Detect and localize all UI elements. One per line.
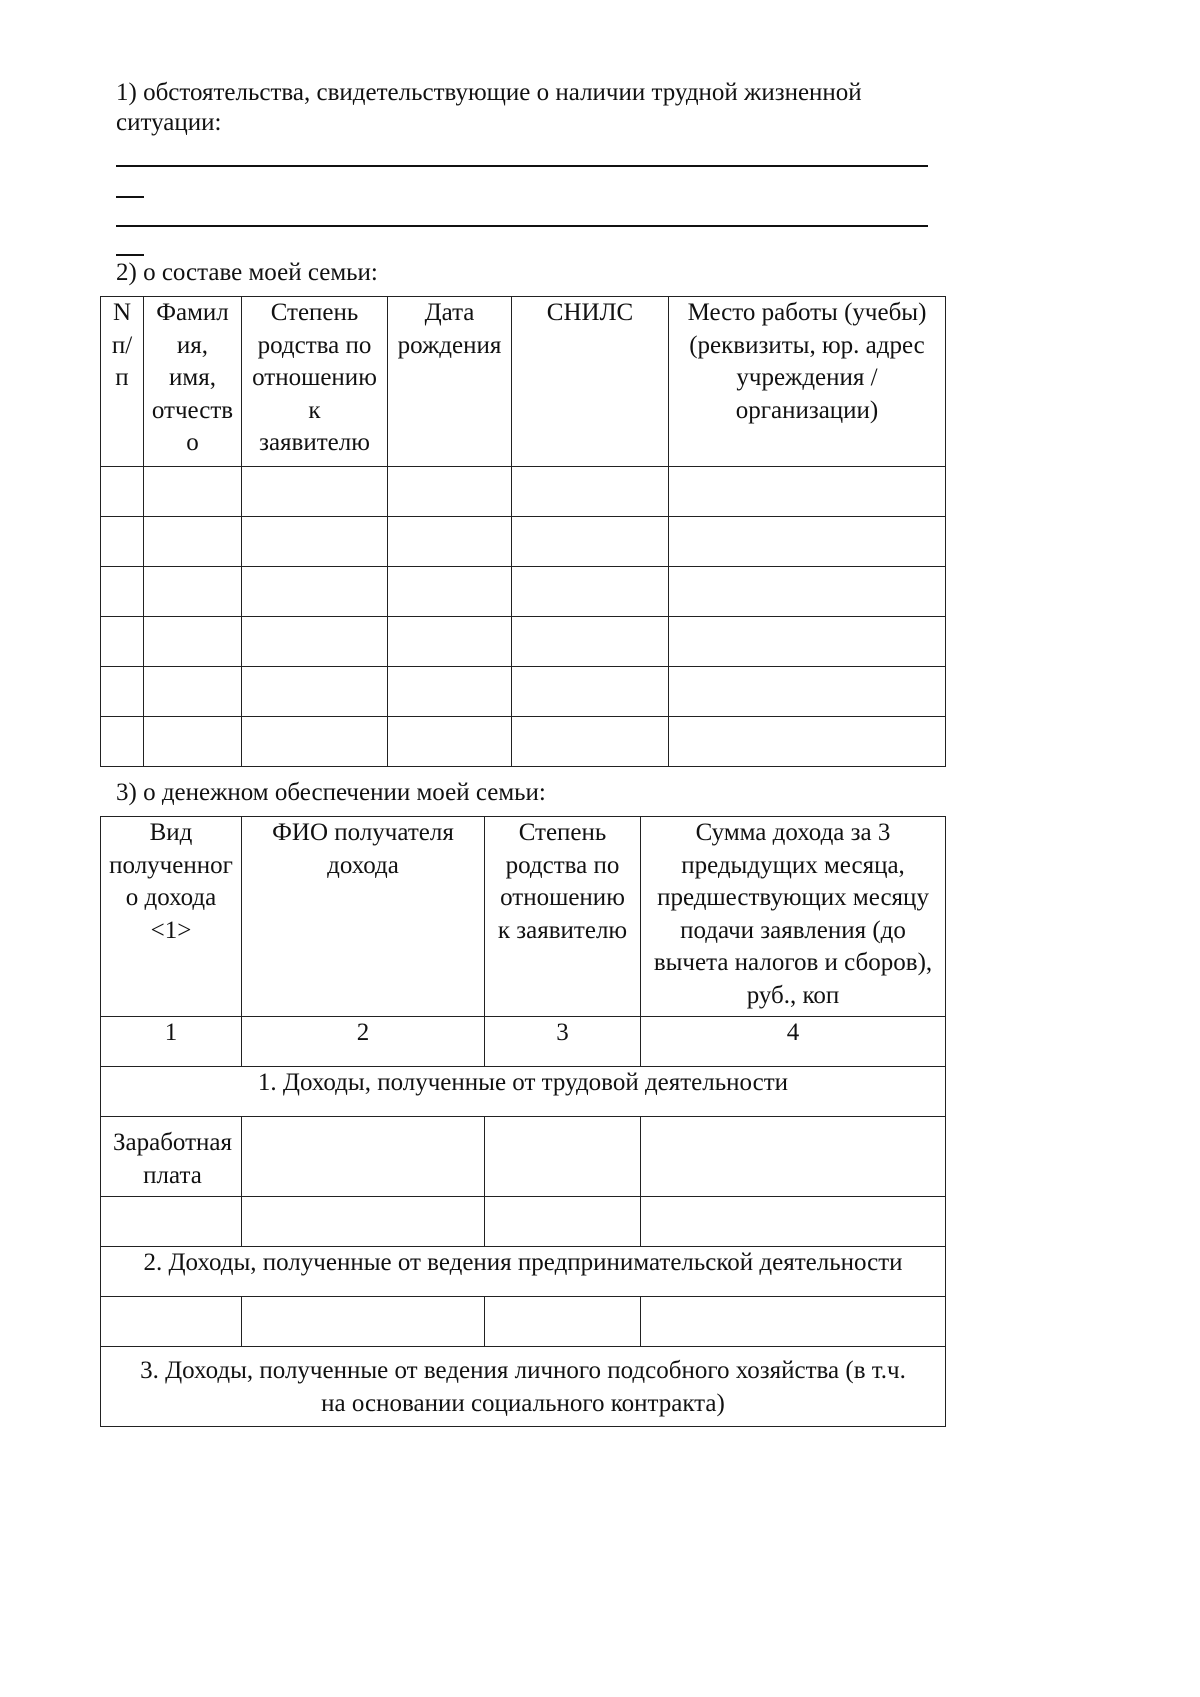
table-cell[interactable] — [388, 567, 512, 617]
income-table — [100, 816, 946, 1427]
table-cell[interactable] — [144, 617, 242, 667]
income-group-3-title: 3. Доходы, полученные от ведения личного подсобного хозяйства (в т.ч. на основании социального контракта) — [101, 1347, 946, 1427]
column-number: 1 — [101, 1017, 242, 1067]
family-header-workplace: Место работы (учебы) (реквизиты, юр. адрес учреждения / организации) — [669, 297, 946, 467]
table-cell[interactable] — [669, 617, 946, 667]
table-cell[interactable] — [101, 1197, 242, 1247]
table-cell[interactable] — [669, 467, 946, 517]
income-salary-row — [101, 1117, 946, 1197]
table-cell[interactable] — [485, 1297, 641, 1347]
table-cell[interactable] — [512, 567, 669, 617]
family-table — [100, 296, 946, 767]
table-cell[interactable] — [101, 1297, 242, 1347]
family-header-snils: СНИЛС — [512, 297, 669, 467]
family-header-relation: Степень родства по отношению к заявителю — [242, 297, 388, 467]
table-cell[interactable] — [485, 1197, 641, 1247]
family-table-row — [101, 517, 946, 567]
table-cell[interactable] — [669, 717, 946, 767]
table-cell[interactable] — [512, 467, 669, 517]
fill-line-1-tail — [116, 196, 144, 198]
income-header-relation: Степень родства по отношению к заявителю — [485, 817, 641, 1017]
table-cell[interactable] — [641, 1197, 946, 1247]
column-number: 2 — [242, 1017, 485, 1067]
column-number: 4 — [641, 1017, 946, 1067]
income-group-row — [101, 1347, 946, 1427]
table-cell[interactable] — [512, 667, 669, 717]
table-cell[interactable] — [101, 717, 144, 767]
table-cell[interactable] — [669, 667, 946, 717]
column-number: 3 — [485, 1017, 641, 1067]
table-cell[interactable] — [485, 1117, 641, 1197]
table-cell[interactable] — [101, 517, 144, 567]
table-cell[interactable] — [388, 517, 512, 567]
table-cell[interactable] — [144, 517, 242, 567]
family-table-row — [101, 667, 946, 717]
table-cell[interactable] — [101, 467, 144, 517]
table-cell[interactable] — [641, 1297, 946, 1347]
family-table-row — [101, 617, 946, 667]
section3-title: 3) о денежном обеспечении моей семьи: — [116, 779, 546, 806]
table-cell[interactable] — [101, 567, 144, 617]
income-group-row — [101, 1067, 946, 1117]
table-cell[interactable] — [242, 467, 388, 517]
table-cell[interactable] — [388, 667, 512, 717]
table-cell[interactable] — [242, 567, 388, 617]
income-header-recipient: ФИО получателя дохода — [242, 817, 485, 1017]
family-header-num: N п/ п — [101, 297, 144, 467]
table-cell[interactable] — [641, 1117, 946, 1197]
table-cell[interactable] — [144, 467, 242, 517]
table-cell[interactable] — [101, 617, 144, 667]
table-cell[interactable] — [144, 567, 242, 617]
table-cell[interactable] — [242, 1297, 485, 1347]
table-cell[interactable] — [242, 1197, 485, 1247]
family-table-row — [101, 717, 946, 767]
salary-label: Заработная плата — [101, 1117, 242, 1197]
family-table-row — [101, 567, 946, 617]
income-table-row — [101, 1297, 946, 1347]
table-cell[interactable] — [388, 467, 512, 517]
table-cell[interactable] — [512, 617, 669, 667]
income-column-numbers-row — [101, 1017, 946, 1067]
table-cell[interactable] — [512, 717, 669, 767]
section1-line1: 1) обстоятельства, свидетельствующие о наличии трудной жизненной — [116, 79, 862, 106]
section2-title: 2) о составе моей семьи: — [116, 259, 378, 286]
table-cell[interactable] — [242, 517, 388, 567]
table-cell[interactable] — [101, 667, 144, 717]
table-cell[interactable] — [669, 517, 946, 567]
fill-line-2-tail — [116, 254, 144, 256]
table-cell[interactable] — [388, 617, 512, 667]
family-table-header-row — [101, 297, 946, 467]
table-cell[interactable] — [144, 717, 242, 767]
income-group-2-title: 2. Доходы, полученные от ведения предпринимательской деятельности — [101, 1247, 946, 1297]
income-table-row — [101, 1197, 946, 1247]
family-header-fio: Фамил ия, имя, отчеств о — [144, 297, 242, 467]
table-cell[interactable] — [669, 567, 946, 617]
income-group-row — [101, 1247, 946, 1297]
income-header-type: Вид полученног о дохода <1> — [101, 817, 242, 1017]
table-cell[interactable] — [242, 617, 388, 667]
income-table-header-row — [101, 817, 946, 1017]
fill-line-1[interactable] — [116, 165, 928, 167]
family-header-birthdate: Дата рождения — [388, 297, 512, 467]
family-table-row — [101, 467, 946, 517]
table-cell[interactable] — [388, 717, 512, 767]
section1-line2: ситуации: — [116, 109, 222, 136]
table-cell[interactable] — [144, 667, 242, 717]
table-cell[interactable] — [512, 517, 669, 567]
income-header-amount: Сумма дохода за 3 предыдущих месяца, предшествующих месяцу подачи заявления (до вычета налогов и сборов), руб., коп — [641, 817, 946, 1017]
table-cell[interactable] — [242, 717, 388, 767]
income-group-1-title: 1. Доходы, полученные от трудовой деятельности — [101, 1067, 946, 1117]
fill-line-2[interactable] — [116, 225, 928, 227]
table-cell[interactable] — [242, 1117, 485, 1197]
table-cell[interactable] — [242, 667, 388, 717]
